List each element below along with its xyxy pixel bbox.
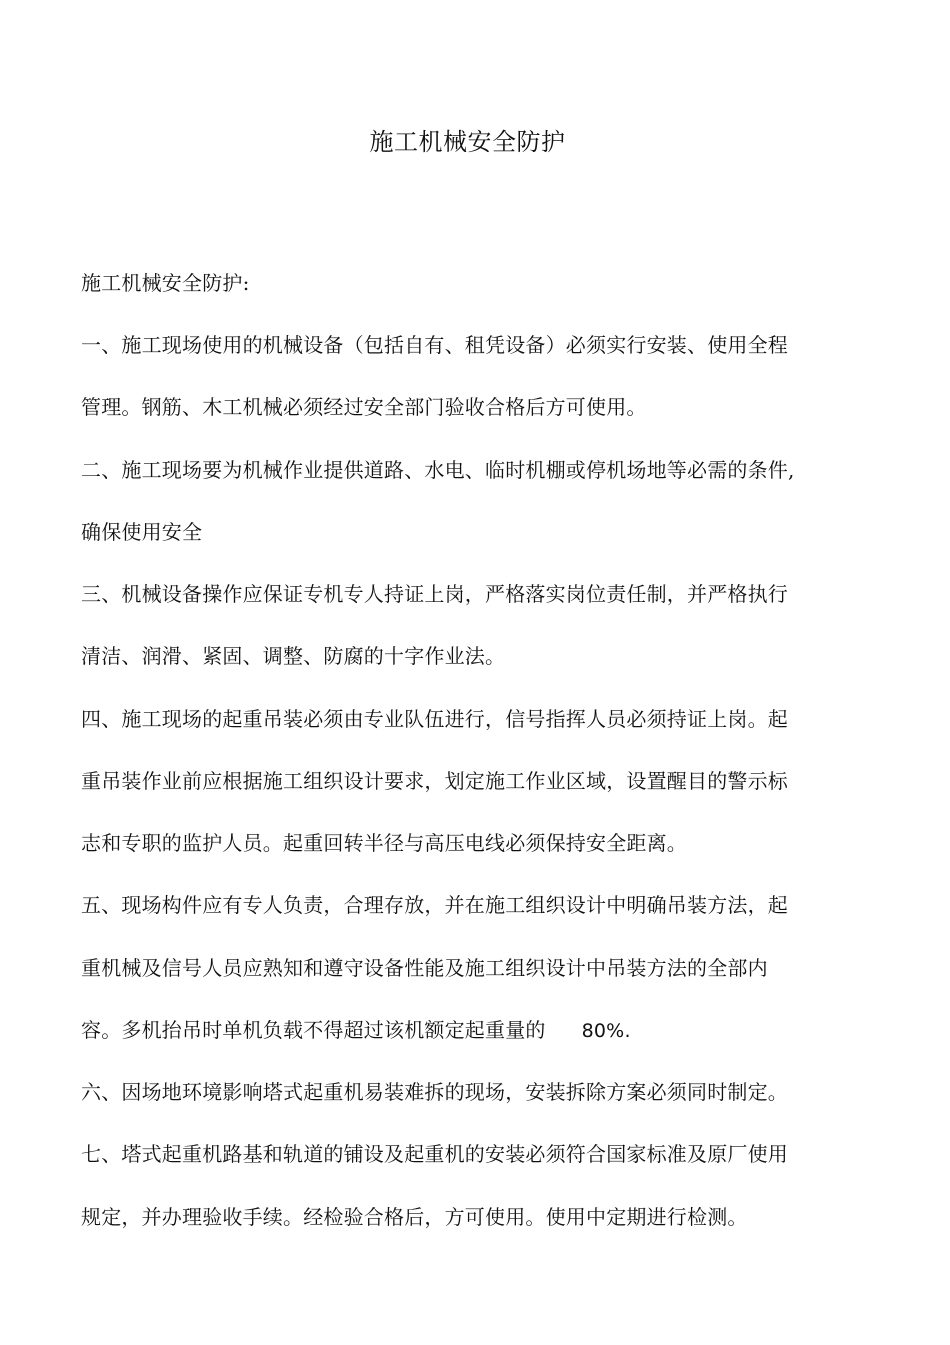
text-line: 规定，并办理验收手续。经检验合格后，方可使用。使用中定期进行检测。 — [81, 1205, 748, 1229]
text-line: 四、施工现场的起重吊装必须由专业队伍进行，信号指挥人员必须持证上岗。起 — [81, 707, 788, 731]
text-line: 志和专职的监护人员。起重回转半径与高压电线必须保持安全距离。 — [81, 831, 687, 855]
text-line: 五、现场构件应有专人负责，合理存放，并在施工组织设计中明确吊装方法，起 — [81, 893, 788, 917]
text-line: 一、施工现场使用的机械设备（包括自有、租凭设备）必须实行安装、使用全程 — [81, 333, 788, 357]
text-line: 重机械及信号人员应熟知和遵守设备性能及施工组织设计中吊装方法的全部内 — [81, 956, 768, 980]
text-line: 管理。钢筋、木工机械必须经过安全部门验收合格后方可使用。 — [81, 395, 647, 419]
text-line: 重吊装作业前应根据施工组织设计要求，划定施工作业区域，设置醒目的警示标 — [81, 769, 788, 793]
percent-value: 80%. — [581, 1020, 631, 1042]
text-line: 清洁、润滑、紧固、调整、防腐的十字作业法。 — [81, 644, 506, 668]
text-line: 六、因场地环境影响塔式起重机易装难拆的现场，安装拆除方案必须同时制定。 — [81, 1080, 788, 1104]
section-heading: 施工机械安全防护: — [81, 271, 250, 295]
text-line: 二、施工现场要为机械作业提供道路、水电、临时机棚或停机场地等必需的条件, — [81, 458, 795, 482]
text-line-with-percent — [81, 1015, 871, 1046]
text-segment: 容。多机抬吊时单机负载不得超过该机额定起重量的 — [81, 1018, 546, 1042]
text-line: 三、机械设备操作应保证专机专人持证上岗，严格落实岗位责任制，并严格执行 — [81, 582, 788, 606]
text-line: 确保使用安全 — [81, 520, 203, 544]
page-title: 施工机械安全防护 — [369, 128, 566, 156]
text-line: 七、塔式起重机路基和轨道的铺设及起重机的安装必须符合国家标准及原厂使用 — [81, 1142, 788, 1166]
